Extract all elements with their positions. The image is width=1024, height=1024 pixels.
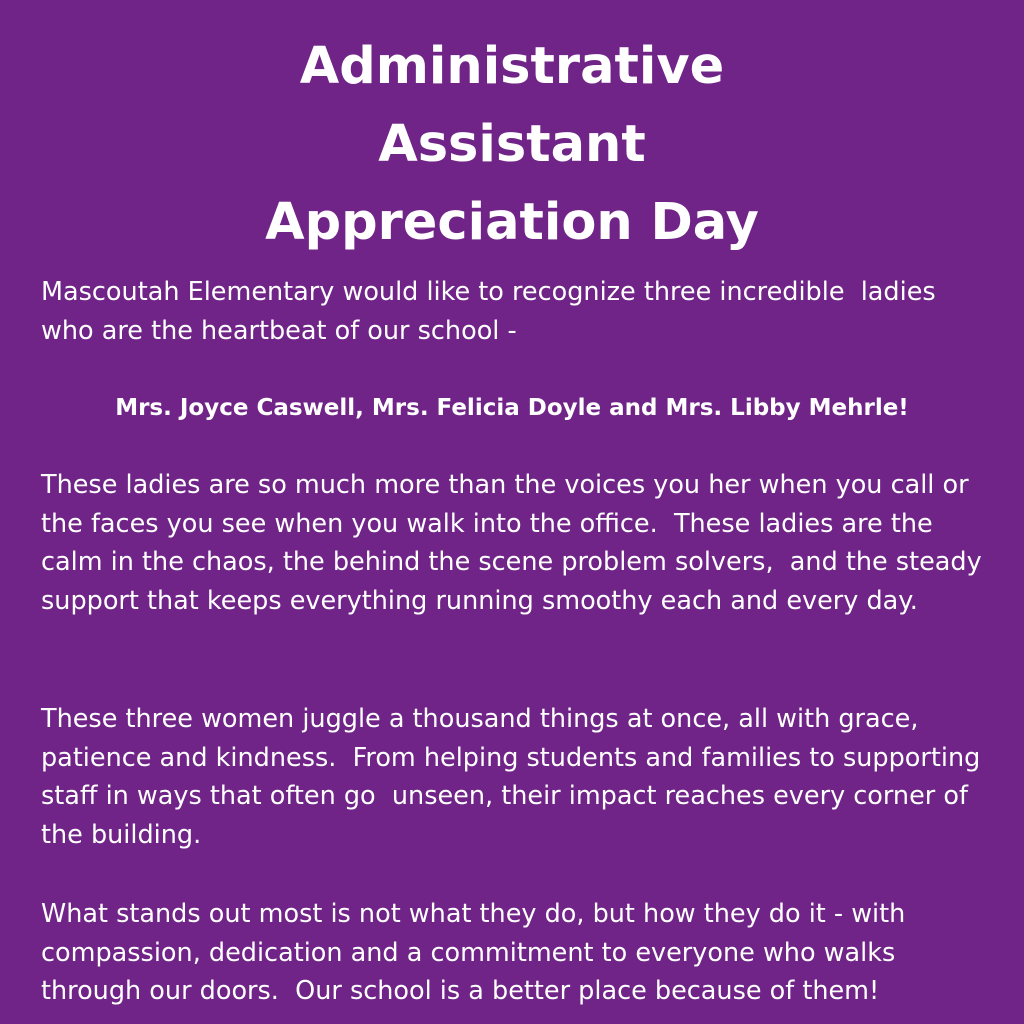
intro-paragraph: Mascoutah Elementary would like to recognize three incredible ladies who are the heartbeat of our school -: [41, 277, 944, 346]
honoree-names: Mrs. Joyce Caswell, Mrs. Felicia Doyle and Mrs. Libby Mehrle!: [115, 395, 909, 421]
poster-title: [0, 28, 1024, 262]
paragraph-juggle: These three women juggle a thousand things at once, all with grace, patience and kindness. From helping students and families to supporting staff in ways that often go unseen, their impact reaches every corner of the building.: [41, 704, 989, 850]
paragraph-closing: What stands out most is not what they do, but how they do it - with compassion, dedication and a commitment to everyone who walks through our doors. Our school is a better place because of them!: [41, 899, 914, 1006]
title-line-3: Appreciation Day: [265, 193, 759, 252]
paragraph-support: These ladies are so much more than the voices you her when you call or the faces you see when you walk into the office. These ladies are the calm in the chaos, the behind the scene problem solvers, and the steady support that keeps everything running smoothy each and every day.: [41, 470, 990, 616]
title-line-1: Administrative: [299, 37, 725, 96]
title-line-2: Assistant: [378, 115, 646, 174]
